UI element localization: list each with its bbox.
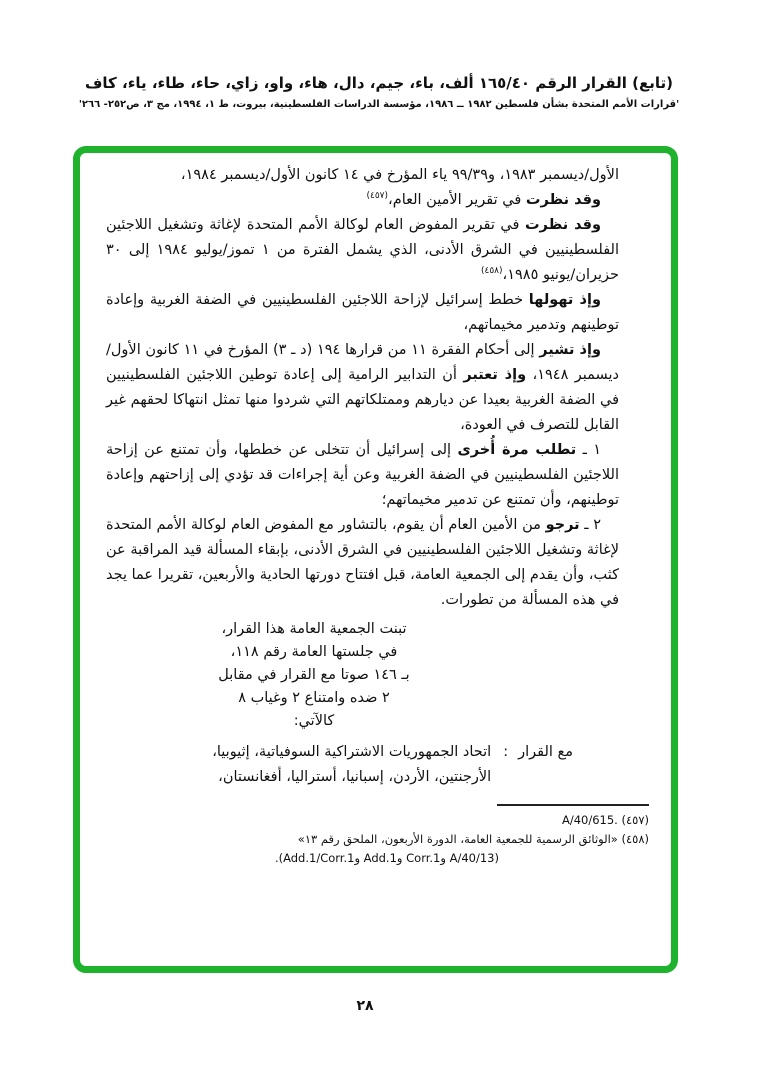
footnotes-section bbox=[90, 804, 649, 868]
adoption-block bbox=[174, 618, 454, 733]
resolution-text-frame bbox=[73, 146, 678, 973]
paragraph-operative-2 bbox=[106, 513, 619, 613]
paragraph-text: أن التدابير الرامية إلى إعادة توطين اللاجئين الفلسطينيين في الضفة الغربية بعيدا عن ديارهم وممتلكاتهم التي شردوا منها تمثل انتهاكا لحقهم غير القابل للتصرف في العودة، bbox=[106, 367, 619, 433]
paragraph-text: في تقرير المفوض العام لوكالة الأمم المتحدة لإغاثة وتشغيل اللاجئين الفلسطينيين في الشرق الأدنى، الذي يشمل الفترة من ١ تموز/يوليو ١٩٨٤ إلى ٣٠ حزيران/يونيو ١٩٨٥، bbox=[106, 217, 619, 283]
lead-phrase: تطلب مرة أُخرى bbox=[457, 442, 577, 458]
source-citation: 'قرارات الأمم المتحدة بشأن فلسطين ١٩٨٢ ــ ١٩٨٦، مؤسسة الدراسات الفلسطينية، بيروت، ط ١، ١٩٩٤، مج ٣، ص٢٥٢- ٢٦٦' bbox=[78, 99, 680, 110]
paragraph-recalling bbox=[106, 338, 619, 438]
item-number: ٢ ـ bbox=[579, 517, 601, 533]
vote-label: مع القرار bbox=[518, 744, 573, 760]
vote-colon: : bbox=[503, 744, 509, 760]
paragraph-considered-cg bbox=[106, 213, 619, 288]
paragraph-text: في تقرير الأمين العام، bbox=[388, 192, 526, 208]
lead-phrase: ترجو bbox=[545, 517, 580, 533]
resolution-body bbox=[106, 163, 649, 960]
lead-phrase: وإذ تشير bbox=[539, 342, 601, 358]
vote-countries-list: اتحاد الجمهوريات الاشتراكية السوفياتية، إثيوبيا، الأرجنتين، الأردن، إسبانيا، أستراليا، أفغانستان، bbox=[212, 744, 492, 785]
adoption-line: كالآتي: bbox=[293, 713, 335, 729]
paragraph-considered-sg bbox=[106, 188, 619, 213]
paragraph-text: من الأمين العام أن يقوم، بالتشاور مع المفوض العام لوكالة الأمم المتحدة لإغاثة وتشغيل اللاجئين الفلسطينيين في الشرق الأدنى، بإبقاء المسألة قيد المراقبة عن كثب، وأن يقدم إلى الجمعية العامة، قبل افتتاح دورتها الحادية والأربعين، تقريرا عما يجد في هذه المسألة من تطورات. bbox=[106, 517, 619, 608]
paragraph-text: خطط إسرائيل لإزاحة اللاجئين الفلسطينيين في الضفة الغربية وإعادة توطينهم وتدمير مخيماتهم، bbox=[106, 292, 619, 333]
lead-phrase: وقد نظرت bbox=[524, 217, 602, 233]
footnote-458-continuation: (A/40/13 وCorr.1 وAdd.1 وAdd.1/Corr.1). bbox=[274, 851, 499, 865]
page-number: ٢٨ bbox=[356, 998, 374, 1014]
paragraph-text: الأول/ديسمبر ١٩٨٣، و٩٩/٣٩ ياء المؤرخ في ١٤ كانون الأول/ديسمبر ١٩٨٤، bbox=[180, 167, 619, 183]
paragraph-continuation bbox=[106, 163, 619, 188]
resolution-title: (تابع) القرار الرقم ١٦٥/٤٠ ألف، باء، جيم، دال، هاء، واو، زاي، حاء، طاء، ياء، كاف bbox=[85, 74, 673, 92]
footnote-divider bbox=[497, 804, 649, 806]
vote-record bbox=[106, 740, 573, 790]
footnote-document-symbol: A/40/615. bbox=[561, 813, 618, 827]
lead-phrase: وإذ تهولها bbox=[528, 292, 601, 308]
footnote-ref-458: (٤٥٨) bbox=[481, 266, 503, 276]
footnote-ref-457: (٤٥٧) bbox=[366, 191, 389, 201]
adoption-line: تبنت الجمعية العامة هذا القرار، bbox=[221, 621, 407, 637]
footnote-457 bbox=[90, 811, 649, 830]
paragraph-operative-1 bbox=[106, 438, 619, 513]
adoption-line: في جلستها العامة رقم ١١٨، bbox=[230, 644, 398, 660]
paragraph-alarmed bbox=[106, 288, 619, 338]
item-number: ١ ـ bbox=[576, 442, 601, 458]
paragraph-text: إلى أحكام الفقرة ١١ من قرارها ١٩٤ (د ـ ٣) المؤرخ في ١١ كانون الأول/ديسمبر ١٩٤٨، bbox=[106, 342, 619, 383]
footnote-458: (٤٥٨) «الوثائق الرسمية للجمعية العامة، الدورة الأربعون، الملحق رقم ١٣» bbox=[297, 832, 649, 846]
paragraph-text: إلى إسرائيل أن تتخلى عن خططها، وأن تمتنع عن إزاحة اللاجئين الفلسطينيين في الضفة الغربية وعن أية إجراءات قد تؤدي إلى إزاحتهم وإعادة توطينهم، وأن تمتنع عن تدمير مخيماتهم؛ bbox=[106, 442, 619, 508]
footnote-number: (٤٥٧) bbox=[621, 813, 649, 827]
lead-phrase: وقد نظرت bbox=[525, 192, 601, 208]
adoption-line: ٢ ضده وامتناع ٢ وغياب ٨ bbox=[238, 690, 390, 706]
adoption-line: بـ ١٤٦ صوتا مع القرار في مقابل bbox=[218, 667, 410, 683]
lead-phrase: وإذ تعتبر bbox=[463, 367, 527, 383]
